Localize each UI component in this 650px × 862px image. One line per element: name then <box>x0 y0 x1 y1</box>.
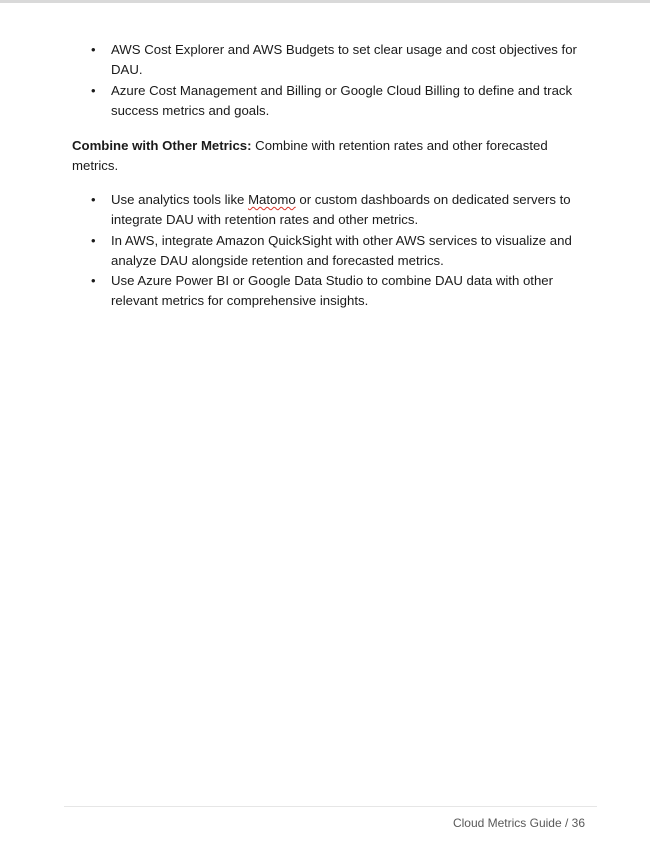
bullet-list-integration <box>72 190 582 312</box>
list-item-text <box>111 192 571 227</box>
list-item <box>72 271 582 312</box>
list-item-text: Azure Cost Management and Billing or Google Cloud Billing to define and track success metrics and goals. <box>111 82 573 118</box>
footer-divider <box>64 806 597 807</box>
list-item <box>72 40 582 81</box>
bullet-icon: • <box>91 232 96 248</box>
text-run: Use analytics tools like <box>111 191 249 207</box>
list-item <box>72 190 582 231</box>
list-item <box>72 81 582 122</box>
document-page <box>72 40 582 312</box>
paragraph-lead-heading: Combine with Other Metrics: <box>72 138 252 154</box>
list-item-text: AWS Cost Explorer and AWS Budgets to set clear usage and cost objectives for DAU. <box>111 42 577 78</box>
text-run: or custom dashboards on dedicated servers to integrate DAU with retention rates and other metrics. <box>111 191 571 228</box>
spellcheck-flagged-word[interactable]: Matomo <box>248 191 296 207</box>
paragraph-body: Combine with retention rates and other forecasted metrics. <box>72 138 548 174</box>
page-footer: Cloud Metrics Guide / 36 <box>452 816 585 830</box>
bullet-icon: • <box>91 191 96 207</box>
list-item <box>72 231 582 272</box>
combine-metrics-paragraph <box>72 136 582 177</box>
bullet-icon: • <box>91 82 96 98</box>
page-top-edge <box>0 0 650 3</box>
bullet-icon: • <box>91 42 96 57</box>
list-item-text: In AWS, integrate Amazon QuickSight with other AWS services to visualize and analyze DAU alongside retention and forecasted metrics. <box>111 232 572 268</box>
bullet-icon: • <box>91 273 96 289</box>
list-item-text: Use Azure Power BI or Google Data Studio to combine DAU data with other relevant metrics for comprehensive insights. <box>111 273 554 309</box>
bullet-list-cost-tools <box>72 40 582 121</box>
